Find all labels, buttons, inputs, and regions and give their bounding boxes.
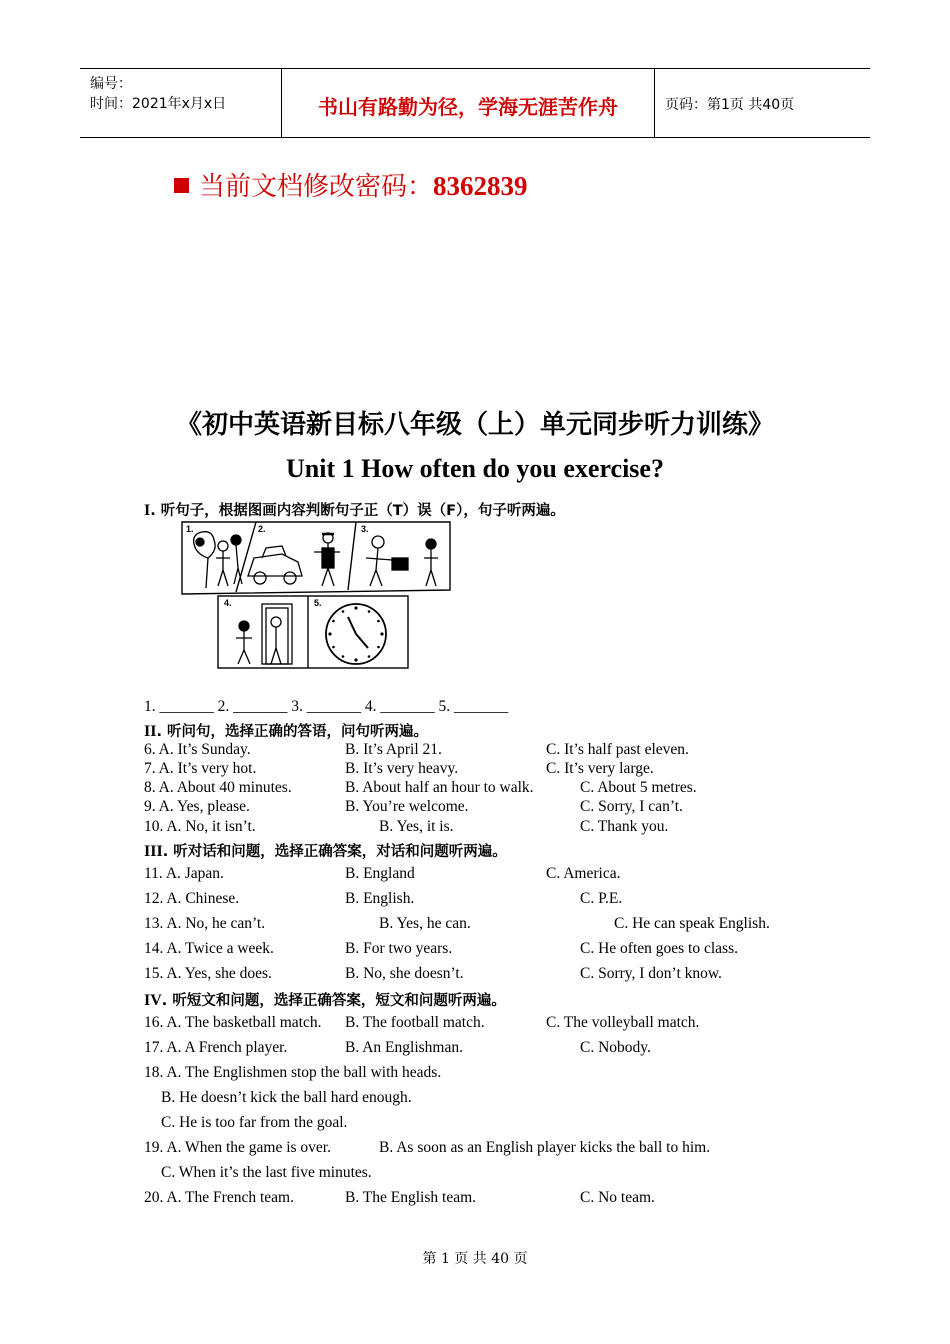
question-17-option-a: 17. A. A French player. [144,1039,288,1056]
question-8-option-c: C. About 5 metres. [580,779,697,796]
panel-number: 5. [314,598,322,608]
section-3-heading: III. 听对话和问题，选择正确答案，对话和问题听两遍。 [144,843,507,860]
question-19-option-a: 19. A. When the game is over. [144,1139,331,1156]
answer-blanks: 1. _______ 2. _______ 3. _______ 4. _______ 5. _______ [144,698,509,715]
question-11-option-b: B. England [345,865,415,882]
panel-number: 3. [361,524,369,534]
question-9-option-b: B. You’re welcome. [345,798,469,815]
question-12-option-c: C. P.E. [580,890,623,907]
square-bullet-icon [174,178,189,193]
password-line [174,166,528,203]
page-header [80,68,870,138]
header-divider [654,69,655,137]
question-9-option-a: 9. A. Yes, please. [144,798,250,815]
section-4-heading: IV. 听短文和问题，选择正确答案，短文和问题听两遍。 [144,992,506,1009]
question-20-option-c: C. No team. [580,1189,655,1206]
question-15-option-c: C. Sorry, I don’t know. [580,965,722,982]
question-6-option-b: B. It’s April 21. [345,741,442,758]
question-10-option-a: 10. A. No, it isn’t. [144,818,256,835]
question-7-option-c: C. It’s very large. [546,760,654,777]
panel-number: 2. [258,524,266,534]
question-13-option-a: 13. A. No, he can’t. [144,915,266,932]
panel-number: 1. [186,524,194,534]
panel-1-drawing [194,532,242,588]
question-13-option-c: C. He can speak English. [614,915,770,932]
listening-picture [178,518,454,673]
question-7-option-a: 7. A. It’s very hot. [144,760,257,777]
question-15-option-a: 15. A. Yes, she does. [144,965,272,982]
question-20-option-b: B. The English team. [345,1189,477,1206]
password-value: 8362839 [433,171,528,201]
question-12-option-a: 12. A. Chinese. [144,890,240,907]
question-11-option-c: C. America. [546,865,621,882]
password-label: 当前文档修改密码： [199,172,434,202]
panel-4-drawing [236,604,292,664]
question-18-option-b: B. He doesn’t kick the ball hard enough. [161,1089,412,1106]
question-7-option-b: B. It’s very heavy. [345,760,459,777]
question-8-option-a: 8. A. About 40 minutes. [144,779,292,796]
question-14-option-b: B. For two years. [345,940,453,957]
question-19-option-b: B. As soon as an English player kicks the ball to him. [379,1139,711,1156]
question-16-option-a: 16. A. The basketball match. [144,1014,322,1031]
question-17-option-c: C. Nobody. [580,1039,651,1056]
question-14-option-c: C. He often goes to class. [580,940,738,957]
question-10-option-c: C. Thank you. [580,818,669,835]
question-17-option-b: B. An Englishman. [345,1039,463,1056]
page-footer: 第 1 页 共 40 页 [422,1251,528,1267]
section-2-heading: II. 听问句，选择正确的答语，问句听两遍。 [144,723,429,740]
question-16-option-c: C. The volleyball match. [546,1014,700,1031]
question-9-option-c: C. Sorry, I can’t. [580,798,683,815]
clock-drawing [326,604,386,664]
question-11-option-a: 11. A. Japan. [144,865,224,882]
header-motto: 书山有路勤为径，学海无涯苦作舟 [318,95,618,119]
question-12-option-b: B. English. [345,890,415,907]
question-19-option-c: C. When it’s the last five minutes. [161,1164,372,1181]
question-6-option-a: 6. A. It’s Sunday. [144,741,251,758]
document-title: 《初中英语新目标八年级（上）单元同步听力训练》 [175,410,774,440]
panel-2-drawing [248,533,340,586]
question-10-option-b: B. Yes, it is. [379,818,454,835]
number-label: 编号： [90,76,132,92]
question-6-option-c: C. It’s half past eleven. [546,741,689,758]
question-14-option-a: 14. A. Twice a week. [144,940,274,957]
section-1-heading: I. 听句子，根据图画内容判断句子正（T）误（F），句子听两遍。 [144,502,565,519]
header-page-info: 页码：第1页 共40页 [665,97,795,113]
unit-title: Unit 1 How often do you exercise? [286,454,664,483]
question-18-option-a: 18. A. The Englishmen stop the ball with heads. [144,1064,442,1081]
question-13-option-b: B. Yes, he can. [379,915,471,932]
panel-number: 4. [224,598,232,608]
panel-3-drawing [366,536,438,586]
time-label: 时间：2021年x月x日 [90,96,227,112]
question-16-option-b: B. The football match. [345,1014,485,1031]
question-15-option-b: B. No, she doesn’t. [345,965,464,982]
question-8-option-b: B. About half an hour to walk. [345,779,534,796]
question-18-option-c: C. He is too far from the goal. [161,1114,348,1131]
question-20-option-a: 20. A. The French team. [144,1189,294,1206]
